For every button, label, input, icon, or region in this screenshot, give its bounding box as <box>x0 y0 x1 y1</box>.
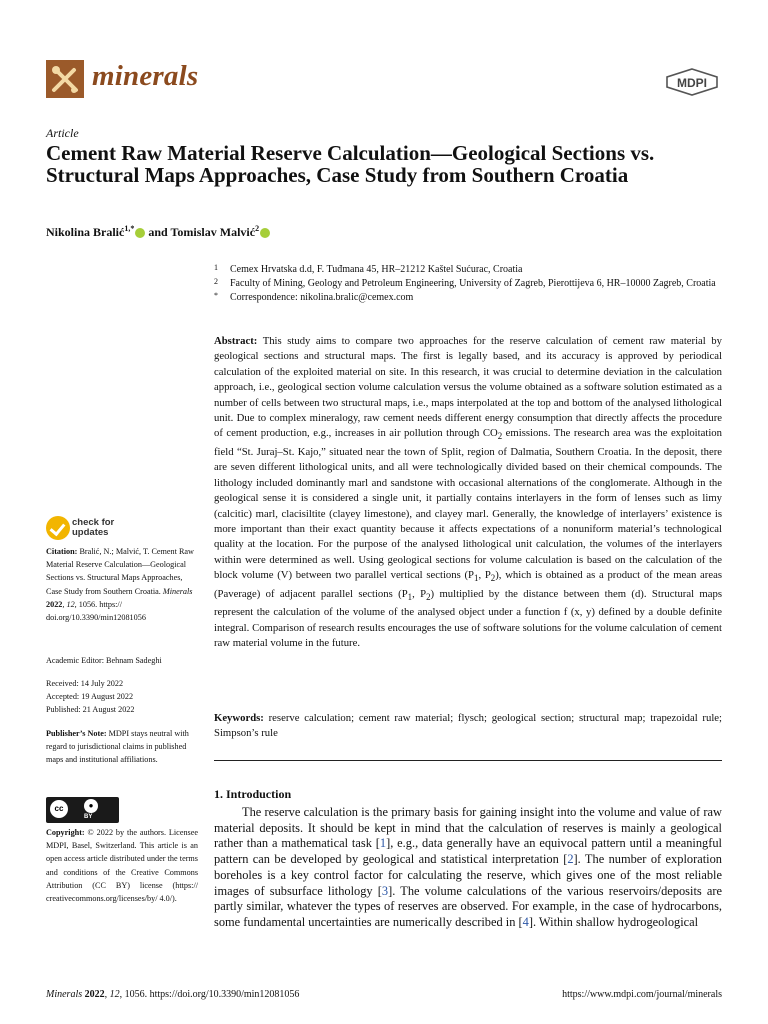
citation-link[interactable]: 4 <box>522 914 529 929</box>
keywords: Keywords: reserve calculation; cement raw material; flysch; geological section; structural map; trapezoidal rule; Simpson’s rule <box>214 712 722 740</box>
author-name[interactable]: Tomislav Malvić <box>170 225 256 239</box>
divider <box>214 760 722 761</box>
article-type: Article <box>46 126 79 140</box>
affiliation-item: 1 Cemex Hrvatska d.d, F. Tuđmana 45, HR–21212 Kaštel Sućurac, Croatia <box>214 263 523 275</box>
abstract: Abstract: This study aims to compare two approaches for the reserve calculation of cement raw material by geological sections and structural maps. The first is legally based, and its accuracy is approved by periodical calculation of the exploited material on site. In this research, it was crucial to determine deviation in the calculation approach, i.e., geological section volume calculation versus the volume obtained as a software solution estimated as a number of cells between two structural maps, i.e., maps interpolated at the top and bottom of the analysed lithological unit. Due to complex mineralogy, raw cement needs different energy consumption that directly affects the procedure of cement production, e.g., increases in air pollution through $CO_2$ emissions. The research area was the exploitation field “St. Juraj–St. Kajo,” situated near the town of Split, region of Dalmatia, Southern Croatia. In the deposit, there are seven different lithological units, and all were technologically divided based on their chemical compounds. The lithology included dominantly marl and sandstone with occasional alternations of the conglomerate. Although in the geological sense it is considered a single unit, it partially contains interlayers in the form of lenses such as limy (calcitic) marl, clacisiltite (clayey limestone), and clayey marl. Generally, the knowledge of interlayers’ existence is more important than their exact quantity because it affects expectations of a nonuniform material’s technological quality at the location. For the purpose of the analysed lithological unit calculation, the volumes of the interlayers within were determined as well. Using geological sections for volume calculation is based on the calculation of the block volume (V) between two parallel vertical sections ($P_1$, $P_2$), which is obtained as a product of the mean areas (Paverage) of adjacent parallel sections ($P_1$, $P_2$) multiplied by the distance between them (d). Structural maps represent the calculation of the volume of the analysed object under a function f (x, y) defined by a double definite integral. Comparison of research results encourages the use of software solutions for the volume calculation of cement raw material volume in the future. <box>214 335 723 650</box>
citation-link[interactable]: 2 <box>567 852 574 867</box>
author-name[interactable]: Nikolina Bralić <box>46 225 125 239</box>
citation-link[interactable]: 3 <box>381 883 389 898</box>
publisher-logo <box>664 68 720 96</box>
abstract-label: Abstract: <box>214 335 258 347</box>
check-icon <box>46 516 70 540</box>
author-sup: 1,* <box>124 224 135 233</box>
authors-joiner: and <box>148 225 168 239</box>
academic-editor: Academic Editor: Behnam Sadeghi <box>46 656 162 665</box>
author-sup: 2 <box>255 224 260 233</box>
publisher-name: MDPI <box>677 76 707 90</box>
section-title: 1. Introduction <box>214 787 292 801</box>
orcid-icon[interactable] <box>260 228 270 238</box>
cc-license-icon[interactable]: cc ● BY <box>46 797 119 823</box>
section-body: The reserve calculation is the primary basis for gaining insight into the volume and value of raw material deposits. It should be kept in mind that the calculation of reserves is mainly a geological rather than a mathematical task [1], e.g., data generally have an equivocal pattern until a meaningful pattern can be developed by geological and statistical interpretation [2]. The number of exploration boreholes is a key control factor for calculating the reserve, which gives one of the most reliable images of subsurface lithology [3]. The volume calculations of the various reservoirs/deposits are partly similar, whatever the types of reserves are observed. For example, in the case of hydrocarbons, some fundamental uncertainties are numerically described in [4]. Within shallow hydrogeological <box>214 805 722 929</box>
citation-link[interactable]: 1 <box>379 836 387 851</box>
journal-name: minerals <box>92 60 199 92</box>
article-title: Cement Raw Material Reserve Calculation—Geological Sections vs. Structural Maps Approaches, Case Study from Southern Croatia <box>46 141 655 187</box>
citation-block: Citation: Bralić, N.; Malvić, T. Cement Raw Material Reserve Calculation—Geological Sections vs. Structural Maps Approaches, Case Study from Southern Croatia. Minerals 2022, 12, 1056. https:// doi.org/10.3390/min12081056 <box>46 547 194 623</box>
publisher-note: Publisher’s Note: MDPI stays neutral with regard to jurisdictional claims in published maps and institutional affiliations. <box>46 729 189 765</box>
copyright-notice: Copyright: © 2022 by the authors. Licensee MDPI, Basel, Switzerland. This article is an open access article distributed under the terms and conditions of the Creative Commons Attribution (CC BY) license (https:// creativecommons.org/licenses/by/ 4.0/). <box>46 828 198 904</box>
author-list <box>46 224 270 240</box>
footer-url[interactable]: https://www.mdpi.com/journal/minerals <box>562 989 722 1000</box>
footer-citation: Minerals 2022, 12, 1056. https://doi.org/10.3390/min12081056 <box>46 989 300 1000</box>
affiliation-item: 2 Faculty of Mining, Geology and Petroleum Engineering, University of Zagreb, Pierottijeva 6, HR–10000 Zagreb, Croatia <box>214 277 716 289</box>
cc-by-label: BY <box>84 814 93 820</box>
dates: Received: 14 July 2022 Accepted: 19 August 2022 Published: 21 August 2022 <box>46 679 135 715</box>
journal-logo-icon <box>46 60 84 98</box>
orcid-icon[interactable] <box>135 228 145 238</box>
affiliations <box>214 263 724 305</box>
affiliation-item: * Correspondence: nikolina.bralic@cemex.com <box>214 291 414 303</box>
check-for-updates-button[interactable]: check for updates <box>46 516 166 542</box>
keywords-label: Keywords: <box>214 712 264 724</box>
